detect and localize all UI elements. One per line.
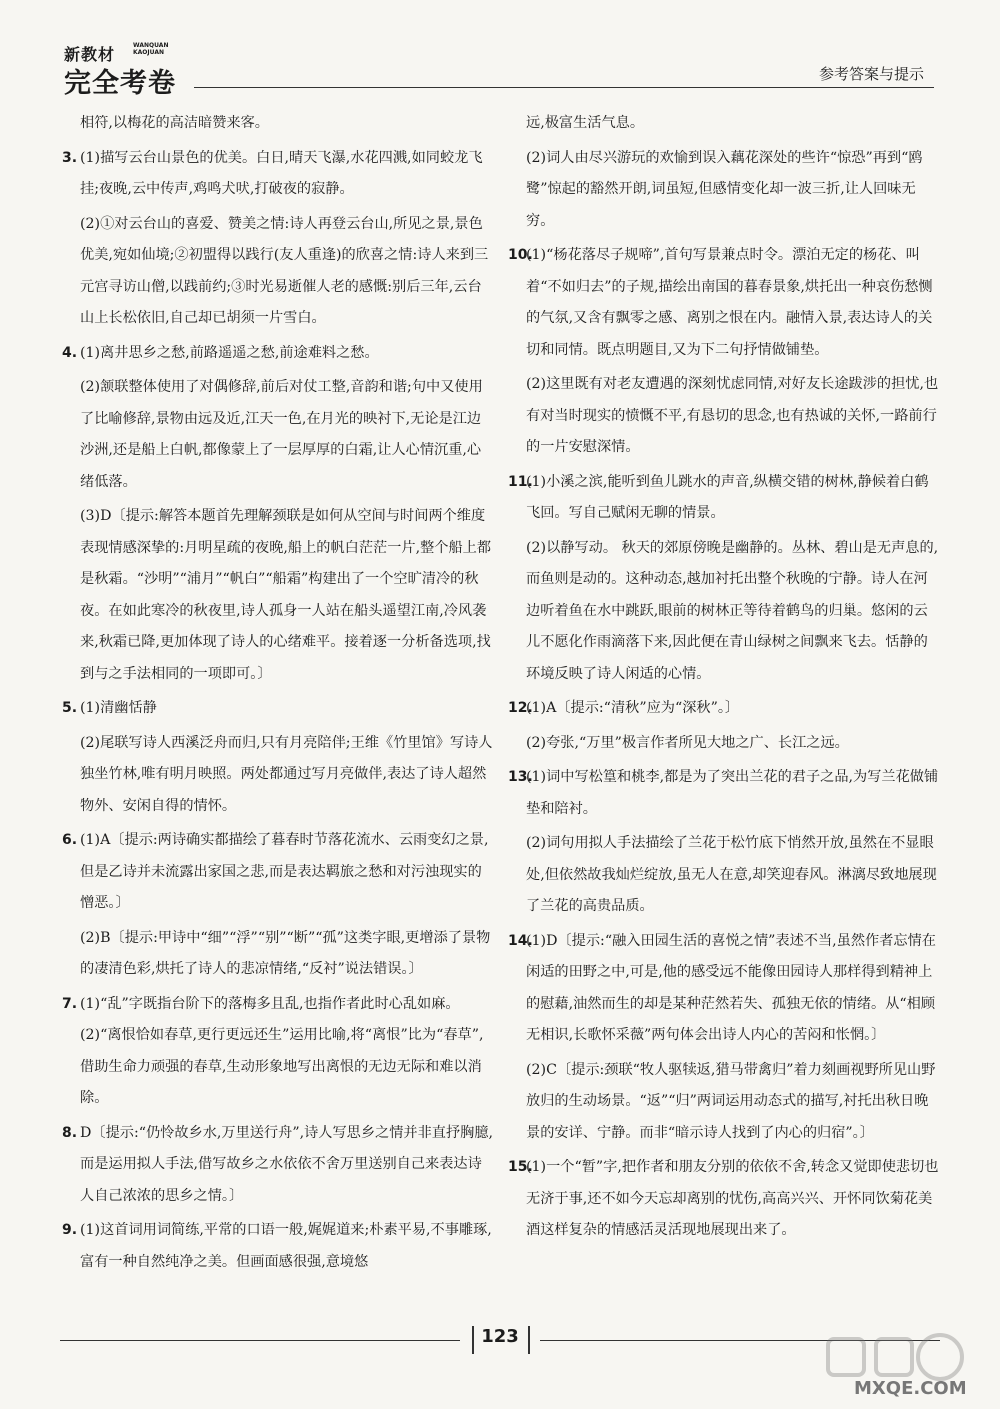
answer-paragraph: (1)清幽恬静 (80, 700, 157, 716)
left-column (62, 108, 494, 1281)
footer-bar-right (528, 1326, 530, 1354)
answer-item (508, 762, 940, 926)
answer-paragraph: D〔提示:“仍怜故乡水,万里送行舟”,诗人写思乡之情并非直抒胸臆,而是运用拟人手法,借写故乡之水依依不舍万里送别自己来表达诗人自己浓浓的思乡之情。〕 (80, 1124, 494, 1204)
answer-paragraph: (1)A〔提示:“清秋”应为“深秋”。〕 (526, 700, 740, 716)
answer-paragraph: (1)一个“暂”字,把作者和朋友分别的依依不舍,转念又觉即使悲切也无济于事,还不如今天忘却离别的忧伤,高高兴兴、开怀同饮菊花美酒这样复杂的情感活灵活现地展现出来了。 (526, 1159, 939, 1238)
page-header (64, 30, 934, 100)
answer-paragraph: (2)颔联整体使用了对偶修辞,前后对仗工整,音韵和谐;句中又使用了比喻修辞,景物由远及近,江天一色,在月光的映衬下,无论是江边沙洲,还是船上白帆,都像蒙上了一层厚厚的白霜,让人心情沉重,心绪低落。 (80, 379, 483, 490)
answer-item (62, 693, 494, 825)
answer-item (62, 1118, 494, 1216)
answer-paragraph: (1)“杨花落尽子规啼”,首句写景兼点时令。漂泊无定的杨花、叫着“不如归去”的子规,描绘出南国的暮春景象,烘托出一种哀伤愁恻的气氛,又含有飘零之感、离别之恨在内。融情入景,表达诗人的关切和同情。既点明题目,又为下二句抒情做铺垫。 (526, 247, 933, 358)
question-number: 4. (62, 344, 78, 361)
question-number (62, 108, 80, 143)
answer-body (80, 693, 494, 825)
answer-paragraph: (1)这首词用词简练,平常的口语一般,娓娓道来;朴素平易,不事雕琢,富有一种自然纯净之美。但画面感很强,意境悠 (80, 1222, 492, 1270)
right-column (508, 108, 940, 1250)
answer-body (526, 1152, 940, 1250)
answer-paragraph: 远,极富生活气息。 (526, 115, 645, 131)
question-number: 3. (62, 149, 78, 166)
question-number: 6. (62, 832, 78, 848)
answer-body (526, 762, 940, 926)
watermark-text: MXQE.COM (854, 1378, 967, 1399)
answer-paragraph: 相符,以梅花的高洁暗赞来客。 (80, 115, 269, 131)
answer-body (80, 108, 494, 143)
answer-item (508, 467, 940, 694)
section-title: 参考答案与提示 (818, 65, 924, 83)
answer-paragraph: (2)尾联写诗人西溪泛舟而归,只有月亮陪伴;王维《竹里馆》写诗人独坐竹林,唯有明月映照。两处都通过写月亮做伴,表达了诗人超然物外、安闲自得的情怀。 (80, 734, 493, 814)
answer-body (80, 338, 494, 694)
answer-paragraph: (1)D〔提示:“融入田园生活的喜悦之情”表述不当,虽然作者忘情在闲适的田野之中,可是,他的感受远不能像田园诗人那样得到精神上的慰藉,油然而生的却是某种茫然若失、孤独无依的情绪。从“相顾无相识,长歌怀采薇”两句体会出诗人内心的苦闷和怅惘。〕 (526, 932, 936, 1043)
answer-paragraph: (1)小溪之滨,能听到鱼儿跳水的声音,纵横交错的树林,静候着白鹤飞回。写自己赋闲无聊的情景。 (526, 473, 929, 521)
answer-paragraph: (2)以静写动。 秋天的郊原傍晚是幽静的。丛林、碧山是无声息的,而鱼则是动的。这种动态,越加衬托出整个秋晚的宁静。诗人在河边听着鱼在水中跳跃,眼前的树林正等待着鹤鸟的归巢。悠闲的云儿不愿化作雨滴落下来,因此便在青山绿树之间飘来飞去。恬静的环境反映了诗人闲适的心情。 (526, 539, 939, 682)
answer-item (508, 1152, 940, 1250)
question-number: 12. (508, 700, 533, 716)
answer-paragraph: (2)词句用拟人手法描绘了兰花于松竹底下悄然开放,虽然在不显眼处,但依然故我灿烂绽放,虽无人在意,却笑迎春风。淋漓尽致地展现了兰花的高贵品质。 (526, 835, 937, 914)
answer-item (508, 693, 940, 762)
answer-item (508, 108, 940, 240)
question-number: 11. (508, 473, 533, 490)
answer-body (80, 143, 494, 338)
answer-item (62, 143, 494, 338)
answer-paragraph: (2)词人由尽兴游玩的欢愉到误入藕花深处的些许“惊恐”再到“鸥鹭”惊起的豁然开朗,词虽短,但感情变化却一波三折,让人回味无穷。 (526, 149, 923, 229)
answer-item (62, 108, 494, 143)
answer-paragraph: (2)C〔提示:颈联“牧人驱犊返,猎马带禽归”着力刻画视野所见山野放归的生动场景。“返”“归”两词运用动态式的描写,衬托出秋日晚景的安详、宁静。而非“暗示诗人找到了内心的归宿”。〕 (526, 1061, 936, 1141)
answer-paragraph: (3)D〔提示:解答本题首先理解颈联是如何从空间与时间两个维度表现情感深挚的:月明星疏的夜晚,船上的帆白茫茫一片,整个船上都是秋霜。“沙明”“浦月”“帆白”“船霜”构建出了一个空旷清冷的秋夜。在如此寒冷的秋夜里,诗人孤身一人站在船头遥望江南,冷风袭来,秋霜已降,更加体现了诗人的心绪难平。接着逐一分析备选项,找到与之手法相同的一项即可。〕 (80, 508, 492, 682)
answer-item (62, 825, 494, 989)
answer-paragraph: (2)这里既有对老友遭遇的深刻忧虑同情,对好友长途跋涉的担忧,也有对当时现实的愤慨不平,有恳切的思念,也有热诚的关怀,一路前行的一片安慰深情。 (526, 376, 939, 455)
answer-body (526, 467, 940, 694)
answer-paragraph: (2)B〔提示:甲诗中“细”“浮”“别”“断”“孤”这类字眼,更增添了景物的凄清色彩,烘托了诗人的悲凉情绪,“反衬”说法错误。〕 (80, 929, 491, 977)
answer-body (526, 693, 940, 762)
answer-paragraph: (1)描写云台山景色的优美。白日,晴天飞瀑,水花四溅,如同蛟龙飞挂;夜晚,云中传声,鸡鸣犬吠,打破夜的寂静。 (80, 149, 483, 197)
answer-body (526, 240, 940, 467)
question-number: 5. (62, 700, 78, 716)
question-number: 15. (508, 1159, 533, 1175)
question-number: 10. (508, 247, 533, 263)
answer-item (62, 338, 494, 694)
answer-paragraph: (1)A〔提示:两诗确实都描绘了暮春时节落花流水、云雨变幻之景,但是乙诗并未流露出家国之悲,而是表达羁旅之愁和对污浊现实的憎恶。〕 (80, 832, 489, 911)
brand-pinyin: WANQUAN KAOJUAN (133, 42, 169, 56)
header-divider (194, 87, 934, 88)
answer-paragraph: (1)“乱”字既指台阶下的落梅多且乱,也指作者此时心乱如麻。 (2)“离恨恰如春草,更行更远还生”运用比喻,将“离恨”比为“春草”,借助生命力顽强的春草,生动形象地写出离恨的无边无际和难以消除。 (80, 995, 484, 1106)
answer-body (80, 1118, 494, 1216)
question-number: 13. (508, 769, 533, 785)
question-number: 9. (62, 1222, 78, 1238)
answer-body (80, 989, 494, 1118)
question-number: 7. (62, 995, 78, 1012)
answer-body (526, 926, 940, 1153)
answer-paragraph: (2)夸张,“万里”极言作者所见大地之广、长江之远。 (526, 734, 849, 751)
answer-paragraph: (2)①对云台山的喜爱、赞美之情:诗人再登云台山,所见之景,景色优美,宛如仙境;②初盟得以践行(友人重逢)的欣喜之情:诗人来到三元宫寻访山僧,以践前约;③时光易逝催人老的感慨:别后三年,云台山上长松依旧,自己却已胡须一片雪白。 (80, 215, 489, 326)
question-number: 14. (508, 932, 533, 949)
answer-item (62, 1215, 494, 1281)
brand-series: 新教材 (64, 45, 116, 64)
page-footer (60, 1320, 940, 1360)
answer-item (508, 240, 940, 467)
brand-logo: 完全考卷 (64, 68, 176, 99)
answer-paragraph: (1)离井思乡之愁,前路遥遥之愁,前途难料之愁。 (80, 344, 379, 361)
question-number (508, 108, 526, 240)
answer-body (80, 1215, 494, 1281)
question-number: 8. (62, 1124, 78, 1141)
answer-paragraph: (1)词中写松篁和桃李,都是为了突出兰花的君子之品,为写兰花做铺垫和陪衬。 (526, 769, 939, 817)
answer-body (80, 825, 494, 989)
answer-body (526, 108, 940, 240)
answer-item (62, 989, 494, 1118)
answer-item (508, 926, 940, 1153)
page-number: 123 (481, 1326, 519, 1347)
